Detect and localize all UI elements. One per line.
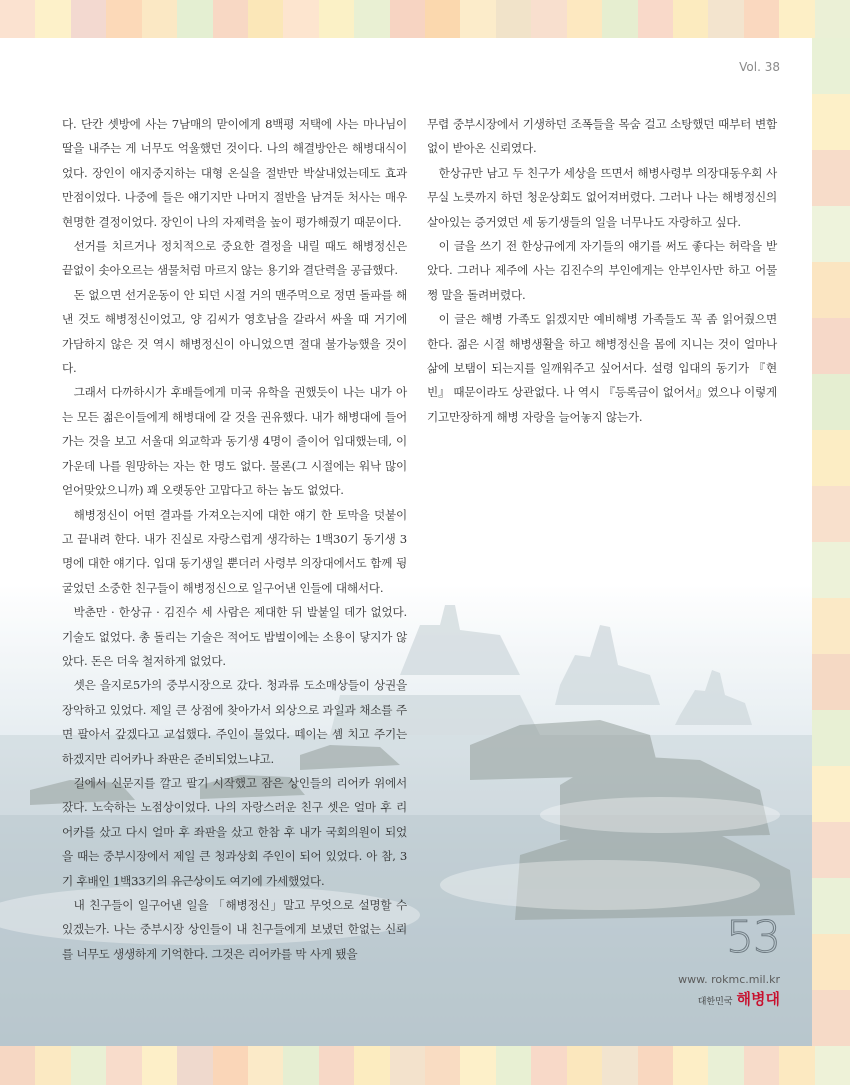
bottom-stripe-16 <box>567 1046 602 1085</box>
left-column-paragraph: 내 친구들이 일구어낸 일을 「해병정신」말고 무엇으로 설명할 수 있겠는가. 나는 중부시장 상인들이 내 친구들에게 보냈던 한없는 신뢰를 너무도 생생하게 기억한다. 그것은 리어카를 막 사게 됐을 <box>62 898 407 961</box>
top-stripe-20 <box>708 0 743 38</box>
bottom-stripe-2 <box>71 1046 106 1085</box>
top-stripe-14 <box>496 0 531 38</box>
article-column-right <box>427 112 777 429</box>
bottom-stripe-18 <box>638 1046 673 1085</box>
brand-marine-corps-label: 해병대 <box>736 990 780 1008</box>
right-stripe-6 <box>812 374 850 430</box>
bottom-stripe-10 <box>354 1046 389 1085</box>
bottom-stripe-20 <box>708 1046 743 1085</box>
left-column-paragraph: 길에서 신문지를 깔고 팔기 시작했고 잠은 상인들의 리어카 위에서 잤다. 노숙하는 노점상이었다. 나의 자랑스러운 친구 셋은 얼마 후 리어카를 샀고 다시 얼마 후 좌판을 샀고 한참 후 내가 국회의원이 되었을 때는 중부시장에서 제일 큰 청과상회 주인이 되어 있었다. 아 참, 3기 후배인 1백33기의 유근상이도 여기에 가세했었다. <box>62 775 407 888</box>
bottom-stripe-14 <box>496 1046 531 1085</box>
top-color-stripes <box>0 0 850 38</box>
top-stripe-22 <box>779 0 814 38</box>
top-stripe-15 <box>531 0 566 38</box>
right-stripe-8 <box>812 486 850 542</box>
bottom-stripe-5 <box>177 1046 212 1085</box>
right-color-stripes <box>812 38 850 1046</box>
bottom-stripe-15 <box>531 1046 566 1085</box>
right-stripe-1 <box>812 94 850 150</box>
right-column-paragraph: 무렵 중부시장에서 기생하던 조폭들을 목숨 걸고 소탕했던 때부터 변함없이 받아온 신뢰였다. <box>427 117 777 156</box>
website-url: www. rokmc.mil.kr <box>678 973 780 986</box>
right-stripe-3 <box>812 206 850 262</box>
bottom-stripe-3 <box>106 1046 141 1085</box>
top-stripe-17 <box>602 0 637 38</box>
right-stripe-2 <box>812 150 850 206</box>
top-stripe-16 <box>567 0 602 38</box>
bottom-stripe-22 <box>779 1046 814 1085</box>
bottom-stripe-13 <box>460 1046 495 1085</box>
bottom-stripe-12 <box>425 1046 460 1085</box>
article-column-left <box>62 112 407 966</box>
top-stripe-2 <box>71 0 106 38</box>
bottom-stripe-1 <box>35 1046 70 1085</box>
right-stripe-15 <box>812 878 850 934</box>
bottom-stripe-6 <box>213 1046 248 1085</box>
right-stripe-16 <box>812 934 850 990</box>
left-column-paragraph: 선거를 치르거나 정치적으로 중요한 결정을 내릴 때도 해병정신은 끝없이 솟아오르는 샘물처럼 마르지 않는 용기와 결단력을 공급했다. <box>62 239 407 278</box>
volume-label: Vol. 38 <box>739 60 780 74</box>
right-stripe-4 <box>812 262 850 318</box>
top-stripe-21 <box>744 0 779 38</box>
top-stripe-13 <box>460 0 495 38</box>
bottom-stripe-17 <box>602 1046 637 1085</box>
left-column-paragraph: 해병정신이 어떤 결과를 가져오는지에 대한 얘기 한 토막을 덧붙이고 끝내려 한다. 내가 진실로 자랑스럽게 생각하는 1백30기 동기생 3명에 대한 얘기다. 입대 동기생일 뿐더러 사령부 의장대에서도 함께 뒹굴었던 소중한 친구들이 해병정신으로 일구어낸 인들에 대해서다. <box>62 507 407 595</box>
top-stripe-10 <box>354 0 389 38</box>
top-stripe-19 <box>673 0 708 38</box>
right-stripe-12 <box>812 710 850 766</box>
right-stripe-9 <box>812 542 850 598</box>
left-column-paragraph: 그래서 다까하시가 후배들에게 미국 유학을 권했듯이 나는 내가 아는 모든 젊은이들에게 해병대에 갈 것을 권유했다. 내가 해병대에 들어가는 것을 보고 서울대 외교학과 동기생 4명이 줄이어 입대했는데, 이 가운데 나를 원망하는 자는 한 명도 없다. 물론(그 시절에는 워낙 많이 얻어맞았으니까) 꽤 오랫동안 고맙다고 하는 놈도 없었다. <box>62 385 407 498</box>
right-stripe-17 <box>812 990 850 1046</box>
bottom-stripe-21 <box>744 1046 779 1085</box>
top-stripe-1 <box>35 0 70 38</box>
right-column-paragraph: 이 글을 쓰기 전 한상규에게 자기들의 얘기를 써도 좋다는 허락을 받았다. 그러나 제주에 사는 김진수의 부인에게는 안부인사만 하고 어물쩡 말을 돌려버렸다. <box>427 239 777 302</box>
right-stripe-14 <box>812 822 850 878</box>
bottom-stripe-19 <box>673 1046 708 1085</box>
top-stripe-7 <box>248 0 283 38</box>
bottom-stripe-11 <box>390 1046 425 1085</box>
top-stripe-0 <box>0 0 35 38</box>
left-column-paragraph: 셋은 을지로5가의 중부시장으로 갔다. 청과류 도소매상들이 상권을 장악하고 있었다. 제일 큰 상점에 찾아가서 외상으로 과일과 채소를 주면 팔아서 갚겠다고 교섭했다. 주인이 물었다. 떼이는 셈 치고 주기는 하겠지만 리어카나 좌판은 준비되었느냐고. <box>62 678 407 766</box>
top-stripe-23 <box>815 0 850 38</box>
left-column-paragraph: 돈 없으면 선거운동이 안 되던 시절 거의 맨주먹으로 정면 돌파를 해낸 것도 해병정신이었고, 양 김씨가 영호남을 갈라서 싸울 때 거기에 가담하지 않은 것 역시 해병정신이 아니었으면 절대 불가능했을 것이다. <box>62 287 407 376</box>
top-stripe-6 <box>213 0 248 38</box>
page-number: 53 <box>726 912 780 963</box>
right-stripe-13 <box>812 766 850 822</box>
right-stripe-5 <box>812 318 850 374</box>
right-stripe-0 <box>812 38 850 94</box>
bottom-stripe-8 <box>283 1046 318 1085</box>
top-stripe-3 <box>106 0 141 38</box>
top-stripe-4 <box>142 0 177 38</box>
bottom-stripe-0 <box>0 1046 35 1085</box>
right-column-paragraph: 한상규만 남고 두 친구가 세상을 뜨면서 해병사령부 의장대동우회 사무실 노릇까지 하던 청운상회도 없어져버렸다. 그러나 나는 해병정신의 살아있는 증거였던 세 동기생들의 일을 너무나도 자랑하고 싶다. <box>427 165 777 229</box>
bottom-color-stripes <box>0 1046 850 1085</box>
left-column-paragraph: 박춘만 · 한상규 · 김진수 세 사람은 제대한 뒤 발붙일 데가 없었다. 기술도 없었다. 총 돌리는 기술은 적어도 밥벌이에는 소용이 닿지가 않았다. 돈은 더욱 철저하게 없었다. <box>62 605 407 668</box>
top-stripe-18 <box>638 0 673 38</box>
top-stripe-11 <box>390 0 425 38</box>
top-stripe-12 <box>425 0 460 38</box>
right-column-paragraph: 이 글은 해병 가족도 읽겠지만 예비해병 가족들도 꼭 좀 읽어줬으면 한다. 젊은 시절 해병생활을 하고 해병정신을 몸에 지니는 것이 얼마나 삶에 보탬이 되는지를 일깨워주고 싶어서다. 설령 입대의 동기가 『현빈』 때문이라도 상관없다. 나 역시 『등록금이 없어서』였으나 이렇게 기고만장하게 해병 자랑을 늘어놓지 않는가. <box>427 312 777 424</box>
right-stripe-11 <box>812 654 850 710</box>
bottom-stripe-7 <box>248 1046 283 1085</box>
top-stripe-9 <box>319 0 354 38</box>
rokmc-brand <box>640 988 780 1009</box>
bottom-stripe-23 <box>815 1046 850 1085</box>
left-column-paragraph: 다. 단칸 셋방에 사는 7남매의 맏이에게 8백평 저택에 사는 마나님이 딸을 내주는 게 너무도 억울했던 것이다. 나의 해결방안은 해병대식이었다. 장인이 애지중지하는 대형 온실을 절반만 박살내었는데도 효과만점이었다. 나중에 들은 얘기지만 나머지 절반을 남겨둔 처사는 매우 현명한 결정이었다. 장인이 나의 자제력을 높이 평가해줬기 때문이다. <box>62 117 407 229</box>
right-stripe-7 <box>812 430 850 486</box>
brand-korea-label: 대한민국 <box>697 997 733 1007</box>
top-stripe-5 <box>177 0 212 38</box>
right-stripe-10 <box>812 598 850 654</box>
bottom-stripe-4 <box>142 1046 177 1085</box>
bottom-stripe-9 <box>319 1046 354 1085</box>
top-stripe-8 <box>283 0 318 38</box>
